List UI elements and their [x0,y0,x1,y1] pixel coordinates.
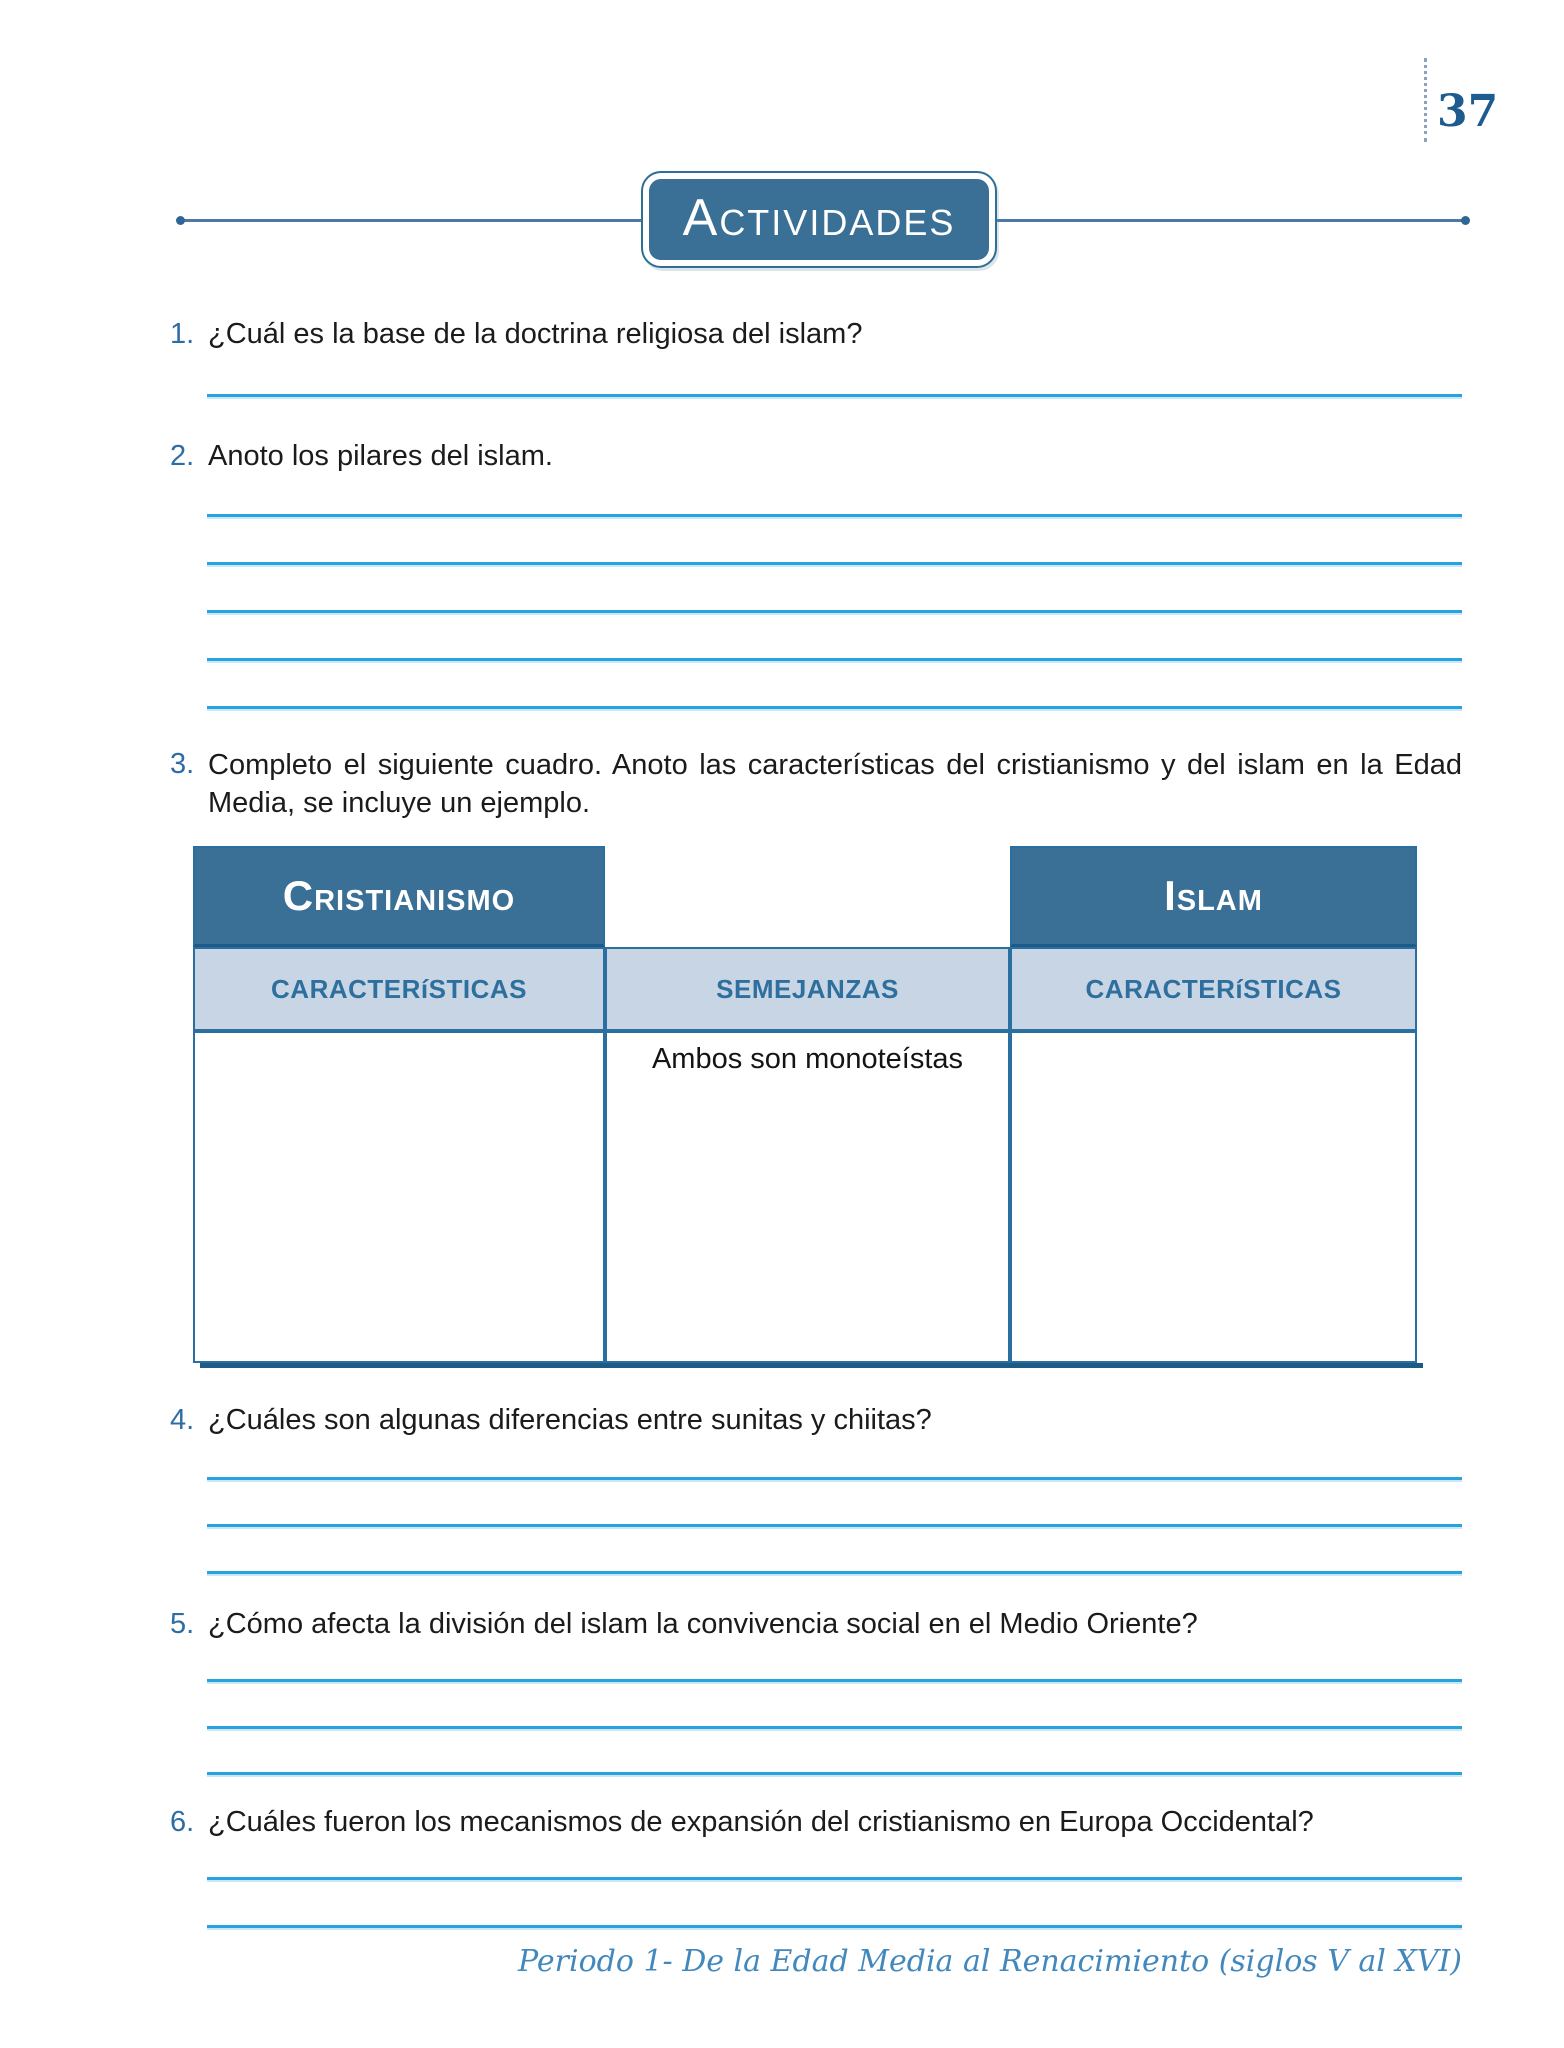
question-6-text: ¿Cuáles fueron los mecanismos de expansión del cristianismo en Europa Occidental? [208,1806,1314,1838]
answer-line-q2-2 [207,562,1462,565]
activities-banner-label: ACTIVIDADES [682,189,956,247]
answer-line-q5-3 [207,1772,1462,1775]
activities-banner-fill [649,179,989,260]
table-header-cristianismo [193,846,605,947]
page-number: 37 [1437,86,1499,137]
cell-semejanzas [605,1031,1010,1363]
question-5-text: ¿Cómo afecta la división del islam la convivencia social en el Medio Oriente? [208,1608,1198,1640]
answer-line-q6-1 [207,1877,1462,1880]
question-1-number: 1. [170,318,195,350]
question-2-text: Anoto los pilares del islam. [208,440,553,472]
answer-line-q2-4 [207,658,1462,661]
cell-caracteristicas-cristianismo [193,1031,605,1363]
answer-line-q1-1 [207,394,1462,397]
question-4 [170,1402,1462,1440]
activities-banner [641,171,997,268]
table-body-row [193,1031,1417,1363]
question-4-number: 4. [170,1404,195,1436]
table-header-gap [605,846,1010,947]
table-header-cristianismo-label: CRISTIANISMO [282,872,516,919]
answer-line-q2-1 [207,514,1462,517]
table-religion-header-row [193,846,1417,947]
question-5-number: 5. [170,1608,195,1640]
answer-line-q4-1 [207,1477,1462,1480]
question-5 [170,1606,1462,1644]
answer-line-q5-2 [207,1726,1462,1729]
table-column-header-row [193,947,1417,1031]
example-answer: Ambos son monoteístas [651,1043,964,1075]
answer-line-q4-2 [207,1524,1462,1527]
column-header-semejanzas: SEMEJANZAS [605,947,1010,1031]
answer-line-q2-5 [207,706,1462,709]
answer-line-q4-3 [207,1571,1462,1574]
question-3 [170,746,1462,822]
question-3-number: 3. [170,748,195,780]
table-header-islam [1010,846,1417,947]
question-4-text: ¿Cuáles son algunas diferencias entre sunitas y chiitas? [208,1404,932,1436]
question-6-number: 6. [170,1806,195,1838]
question-2-number: 2. [170,440,195,472]
question-6 [170,1804,1462,1842]
page-footer: Periodo 1- De la Edad Media al Renacimiento (siglos V al XVI) [518,1944,1462,1979]
question-3-text-line1: Completo el siguiente cuadro. Anoto las características del cristianismo y del islam en la Edad [208,749,1462,781]
column-header-caracteristicas-right: CARACTERíSTICAS [1010,947,1417,1031]
page-edge-dotted-line [1424,58,1427,142]
question-1 [170,316,1462,354]
comparison-table [193,846,1417,1363]
divider-dot-left [176,216,185,225]
question-3-text-line2: Media, se incluye un ejemplo. [208,787,591,819]
answer-line-q2-3 [207,610,1462,613]
question-1-text: ¿Cuál es la base de la doctrina religiosa del islam? [208,318,863,350]
question-2 [170,438,1462,476]
table-header-islam-label: ISLAM [1164,872,1263,919]
answer-line-q6-2 [207,1925,1462,1928]
cell-caracteristicas-islam [1010,1031,1417,1363]
divider-dot-right [1461,216,1470,225]
answer-line-q5-1 [207,1679,1462,1682]
column-header-caracteristicas-left: CARACTERíSTICAS [193,947,605,1031]
question-3-text [208,746,1462,822]
